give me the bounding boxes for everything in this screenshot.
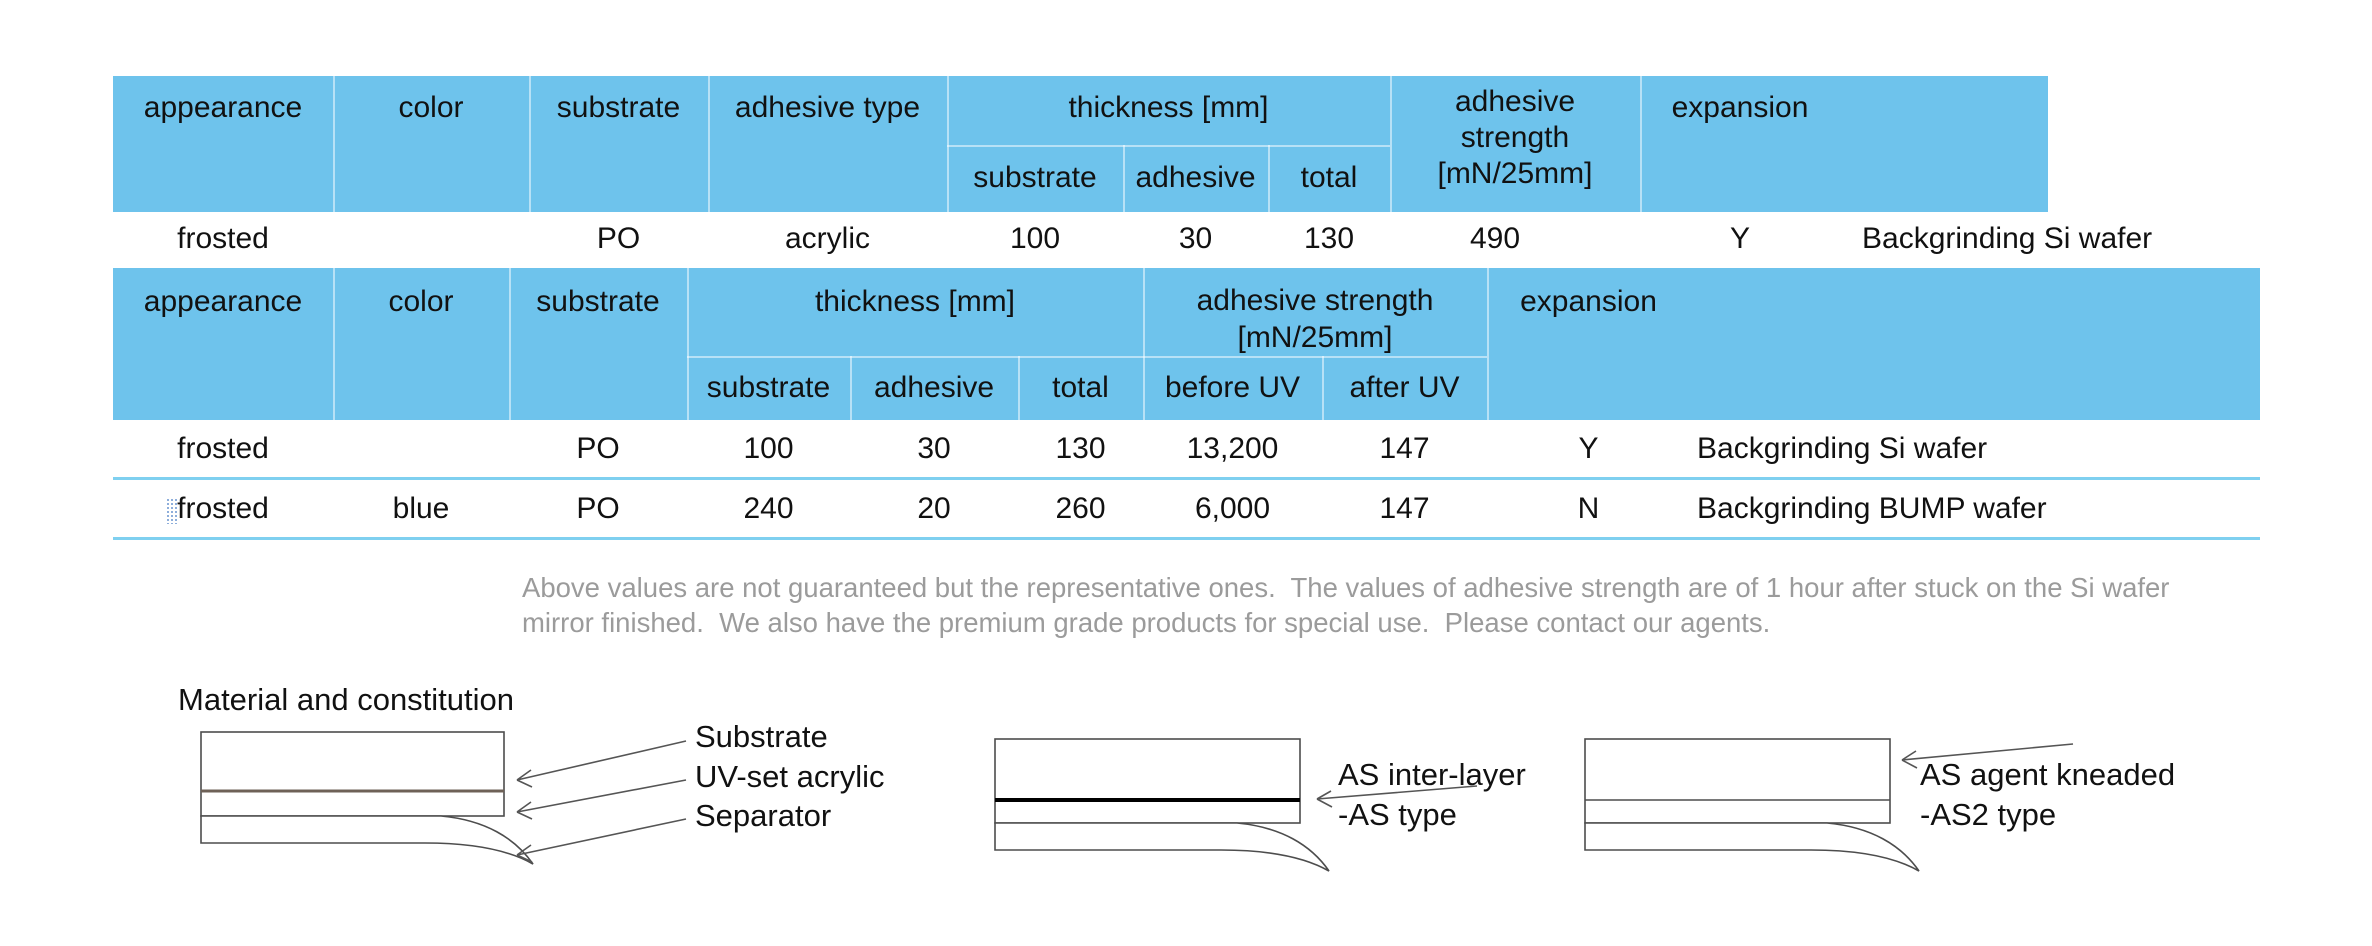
t1-header-thickness-group: thickness [mm] bbox=[1068, 91, 1269, 124]
t1-header-adhesive-type: adhesive type bbox=[734, 91, 921, 124]
table1-header bbox=[113, 76, 2048, 212]
table-bottom-line bbox=[113, 537, 2260, 540]
t2-subdivider bbox=[1018, 356, 1020, 420]
t1-cell-strength: 490 bbox=[1469, 222, 1521, 255]
t2-r1-before-uv: 13,200 bbox=[1186, 432, 1279, 465]
t1-divider bbox=[529, 76, 531, 212]
t1-cell-th-adhesive: 30 bbox=[1178, 222, 1213, 255]
substrate-adhesive-rect bbox=[1585, 739, 1890, 823]
t2-thickness-group-line bbox=[687, 356, 1143, 358]
label-as-agent-kneaded: AS agent kneaded bbox=[1920, 757, 2176, 792]
t1-subdivider bbox=[1123, 145, 1125, 212]
t2-r2-color: blue bbox=[392, 492, 450, 525]
t1-divider bbox=[947, 76, 949, 212]
materials-section-title: Material and constitution bbox=[178, 682, 515, 717]
table2-header bbox=[113, 268, 2260, 420]
t2-r1-th-substrate: 100 bbox=[743, 432, 794, 465]
t2-strength-line2: [mN/25mm] bbox=[1237, 321, 1393, 354]
t2-r1-th-adhesive: 30 bbox=[917, 432, 951, 465]
t2-header-after-uv: after UV bbox=[1349, 371, 1460, 404]
t2-r1-application: Backgrinding Si wafer bbox=[1697, 432, 1988, 465]
t1-header-adhesive-strength bbox=[1390, 84, 1640, 192]
t2-divider bbox=[1143, 268, 1145, 420]
t2-subdivider bbox=[850, 356, 852, 420]
t2-header-expansion: expansion bbox=[1520, 285, 1657, 318]
t1-divider bbox=[708, 76, 710, 212]
t2-r1-after-uv: 147 bbox=[1379, 432, 1430, 465]
t2-divider bbox=[333, 268, 335, 420]
t2-header-thickness-group: thickness [mm] bbox=[814, 285, 1016, 318]
separator-flap bbox=[995, 823, 1329, 871]
t1-thickness-group-line bbox=[947, 145, 1390, 147]
t2-r2-th-total: 260 bbox=[1055, 492, 1106, 525]
t1-cell-application: Backgrinding Si wafer bbox=[1862, 222, 2153, 255]
t1-strength-line2: strength bbox=[1460, 121, 1570, 154]
t2-subdivider bbox=[1322, 356, 1324, 420]
separator-flap bbox=[201, 816, 533, 864]
t2-r1-color bbox=[333, 420, 509, 477]
disclaimer-line-1: Above values are not guaranteed but the representative ones. The values of adhesive strength are of 1 hour after stuck on the Si wafer bbox=[522, 572, 2170, 603]
t1-cell-adhesive-type: acrylic bbox=[784, 222, 870, 255]
t2-header-substrate: substrate bbox=[536, 285, 660, 318]
t2-strength-line1: adhesive strength bbox=[1196, 284, 1434, 317]
t1-divider bbox=[1640, 76, 1642, 212]
label-as-type: -AS type bbox=[1338, 797, 1457, 832]
uv-acrylic-arrow bbox=[517, 780, 686, 819]
text-cursor-artifact bbox=[166, 498, 177, 524]
t2-header-color: color bbox=[388, 285, 454, 318]
t2-r2-substrate: PO bbox=[576, 492, 620, 525]
t2-r2-th-substrate: 240 bbox=[743, 492, 794, 525]
t2-r2-before-uv: 6,000 bbox=[1194, 492, 1271, 525]
t1-header-appearance: appearance bbox=[143, 91, 303, 124]
t1-header-th-substrate: substrate bbox=[973, 161, 1097, 194]
substrate-adhesive-rect bbox=[995, 739, 1300, 823]
t1-subdivider bbox=[1268, 145, 1270, 212]
t2-divider bbox=[509, 268, 511, 420]
t1-header-color: color bbox=[398, 91, 464, 124]
t1-strength-line3: [mN/25mm] bbox=[1437, 157, 1593, 190]
t2-header-th-substrate: substrate bbox=[706, 371, 831, 404]
t2-r2-th-adhesive: 20 bbox=[917, 492, 951, 525]
t2-r2-after-uv: 147 bbox=[1379, 492, 1430, 525]
t2-strength-group-line bbox=[1143, 356, 1487, 358]
separator-flap bbox=[1585, 823, 1919, 871]
separator-arrow bbox=[517, 819, 686, 862]
substrate-arrow bbox=[517, 741, 686, 787]
t2-r1-appearance: frosted bbox=[177, 432, 269, 465]
t1-header-th-adhesive: adhesive bbox=[1135, 161, 1256, 194]
t1-divider bbox=[1390, 76, 1392, 212]
label-as-inter-layer: AS inter-layer bbox=[1338, 757, 1526, 792]
label-uv-set-acrylic: UV-set acrylic bbox=[695, 759, 885, 794]
t2-r1-th-total: 130 bbox=[1055, 432, 1106, 465]
t2-header-th-adhesive: adhesive bbox=[873, 371, 995, 404]
t2-r1-substrate: PO bbox=[576, 432, 620, 465]
substrate-adhesive-rect bbox=[201, 732, 504, 816]
label-separator: Separator bbox=[695, 798, 832, 833]
t2-header-adhesive-strength bbox=[1143, 282, 1487, 356]
label-as2-type: -AS2 type bbox=[1920, 797, 2057, 832]
t1-strength-line1: adhesive bbox=[1454, 85, 1576, 118]
t1-header-substrate: substrate bbox=[556, 91, 681, 124]
t2-r2-application: Backgrinding BUMP wafer bbox=[1697, 492, 2047, 525]
t1-cell-expansion: Y bbox=[1729, 222, 1750, 255]
diagram-standard-type bbox=[201, 732, 686, 864]
t2-header-th-total: total bbox=[1052, 371, 1109, 404]
disclaimer-line-2: mirror finished. We also have the premium grade products for special use. Please contact our agents. bbox=[522, 607, 1771, 638]
t1-cell-th-substrate: 100 bbox=[1009, 222, 1061, 255]
t1-cell-substrate: PO bbox=[596, 222, 641, 255]
t1-cell-th-total: 130 bbox=[1303, 222, 1355, 255]
t2-r1-expansion: Y bbox=[1578, 432, 1599, 465]
t1-header-expansion: expansion bbox=[1671, 91, 1809, 124]
t1-cell-appearance: frosted bbox=[177, 222, 269, 255]
t1-divider bbox=[333, 76, 335, 212]
t2-header-appearance: appearance bbox=[143, 285, 303, 318]
t2-divider bbox=[687, 268, 689, 420]
t2-r2-expansion: N bbox=[1577, 492, 1600, 525]
label-substrate: Substrate bbox=[695, 719, 828, 754]
t1-header-th-total: total bbox=[1300, 161, 1358, 194]
t2-divider bbox=[1487, 268, 1489, 420]
t1-cell-color bbox=[333, 210, 529, 268]
t2-r2-appearance: frosted bbox=[177, 492, 269, 525]
t2-header-before-uv: before UV bbox=[1164, 371, 1301, 404]
